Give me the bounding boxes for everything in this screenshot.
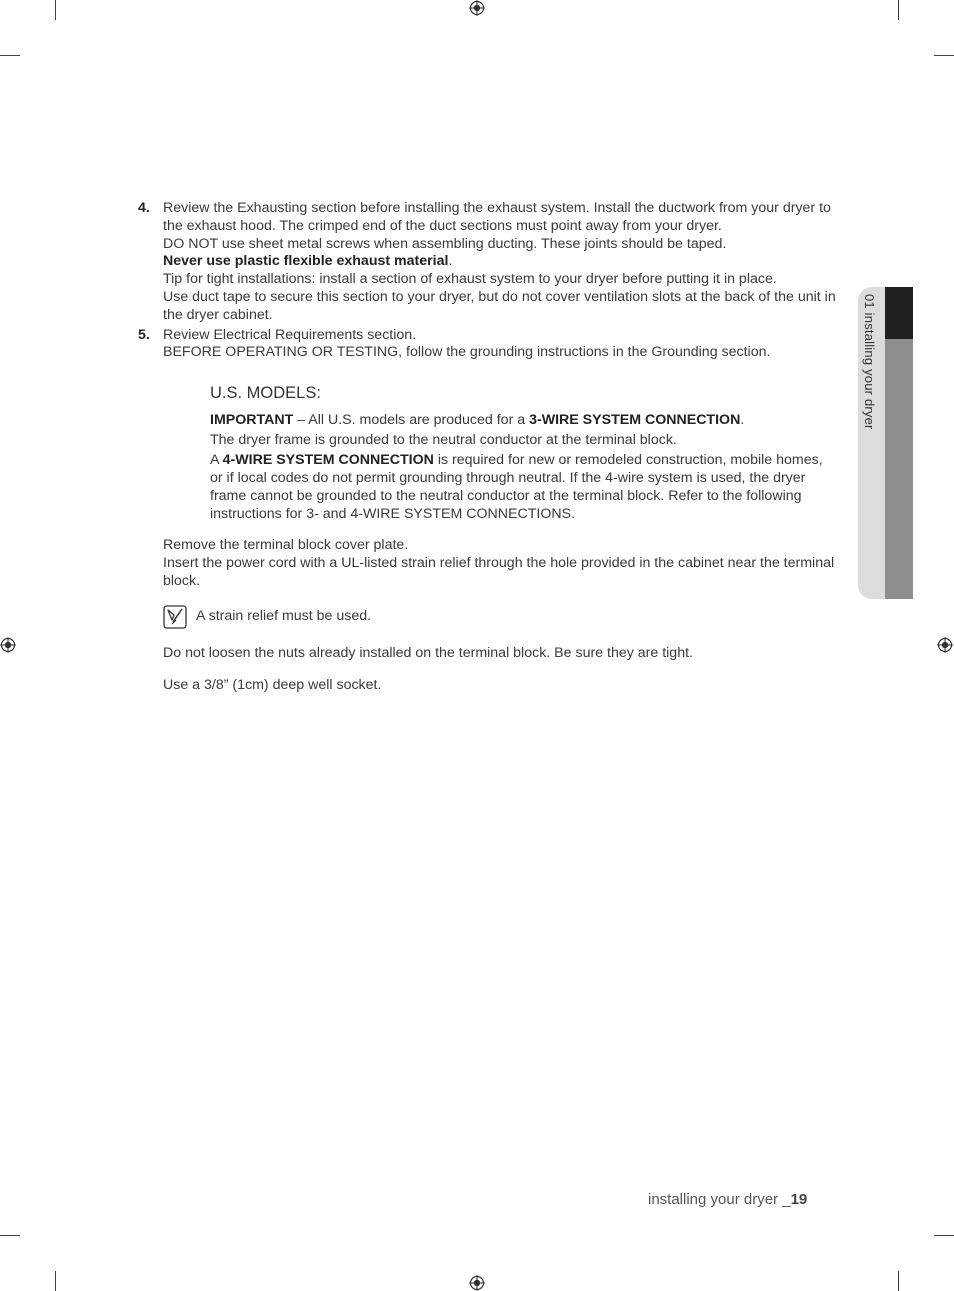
chapter-tab-strip [885, 339, 913, 599]
page-content [138, 200, 838, 709]
four-wire-text: A 4-WIRE SYSTEM CONNECTION is required for new or remodeled construction, mobile homes, or if local codes do not permit grounding through neutral. If the 4-wire system is used, the dryer frame cannot be grounded to the neutral conductor at the terminal block. Refer to the following instructions for 3- and 4-WIRE SYSTEM CONNECTIONS. [210, 452, 823, 522]
step-number: 4. [138, 200, 150, 216]
tip-text: Use duct tape to secure this section to your dryer, but do not cover ventilation slots at the back of the unit in the dryer cabinet. [163, 288, 836, 323]
important-note: IMPORTANT – All U.S. models are produced for a 3-WIRE SYSTEM CONNECTION. [210, 412, 745, 429]
chapter-tab-marker [885, 287, 913, 339]
us-models-section [210, 383, 830, 523]
step-5 [138, 327, 838, 363]
step-text: DO NOT use sheet metal screws when assembling ducting. These joints should be taped. [163, 235, 727, 252]
chapter-tab-label: 01 installing your dryer [862, 294, 877, 430]
warning-line: Never use plastic flexible exhaust material. [163, 253, 453, 270]
final-instructions [163, 645, 838, 695]
frame-ground-text: The dryer frame is grounded to the neutral conductor at the terminal block. [210, 432, 677, 449]
note-pencil-icon [163, 605, 187, 629]
crop-mark [934, 55, 954, 56]
warning-text: Never use plastic flexible exhaust material [163, 253, 449, 270]
step-text: Review the Exhausting section before installing the exhaust system. Install the ductwork from your dryer to the exhaust hood. The crimped end of the duct sections must point away from your dryer. [163, 200, 831, 234]
page-number: 19 [790, 1191, 808, 1208]
footer-section: installing your dryer [648, 1191, 783, 1208]
registration-mark-icon [0, 637, 16, 653]
registration-mark-icon [937, 637, 953, 653]
note [163, 605, 838, 629]
step-number: 5. [138, 326, 150, 343]
crop-mark [55, 0, 56, 20]
us-models-heading: U.S. MODELS: [210, 384, 321, 403]
registration-mark-icon [469, 1275, 485, 1291]
tip-text: Tip for tight installations: install a section of exhaust system to your dryer before putting it in place. [163, 271, 777, 288]
step-text: Review Electrical Requirements section. [163, 326, 417, 343]
page-footer [648, 1191, 807, 1208]
footer-page-prefix: _ [782, 1191, 791, 1208]
note-text: A strain relief must be used. [196, 607, 372, 624]
instruction-text: Do not loosen the nuts already installed on the terminal block. Be sure they are tight. [163, 644, 693, 661]
instruction-text: Remove the terminal block cover plate. [163, 537, 409, 554]
crop-mark [898, 0, 899, 20]
instruction-text: Use a 3/8” (1cm) deep well socket. [163, 676, 382, 693]
step-text: BEFORE OPERATING OR TESTING, follow the grounding instructions in the Grounding section. [163, 344, 771, 361]
crop-mark [55, 1271, 56, 1291]
instructions-block [163, 537, 838, 590]
crop-mark [934, 1235, 954, 1236]
instruction-text: Insert the power cord with a UL-listed strain relief through the hole provided in the cabinet near the terminal block. [163, 555, 835, 589]
crop-mark [898, 1271, 899, 1291]
registration-mark-icon [469, 0, 485, 16]
step-4 [138, 200, 838, 325]
crop-mark [0, 1235, 20, 1236]
crop-mark [0, 55, 20, 56]
